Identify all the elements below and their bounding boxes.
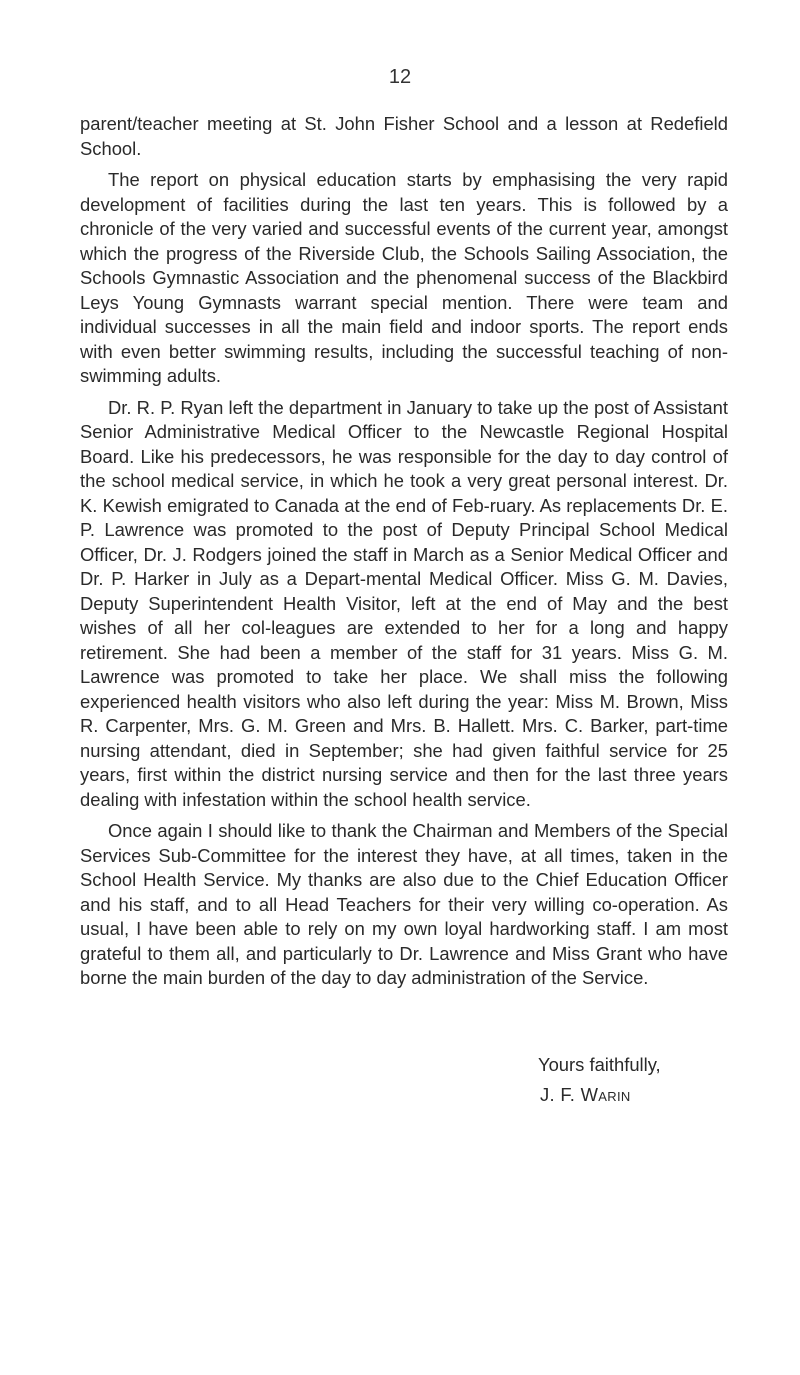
paragraph-staff-changes: Dr. R. P. Ryan left the department in January to take up the post of Assistant Senior Administrative Medical Officer to the Newcastle Regional Hospital Board. Like his predecessors, he was responsible for the day to day control of the school medical service, in which he took a very great personal interest. Dr. K. Kewish emigrated to Canada at the end of Feb-ruary. As replacements Dr. E. P. Lawrence was promoted to the post of Deputy Principal School Medical Officer, Dr. J. Rodgers joined the staff in March as a Senior Medical Officer and Dr. P. Harker in July as a Depart-mental Medical Officer. Miss G. M. Davies, Deputy Superintendent Health Visitor, left at the end of May and the best wishes of all her col-leagues are extended to her for a long and happy retirement. She had been a member of the staff for 31 years. Miss G. M. Lawrence was promoted to take her place. We shall miss the following experienced health visitors who also left during the year: Miss M. Brown, Miss R. Carpenter, Mrs. G. M. Green and Mrs. B. Hallett. Mrs. C. Barker, part-time nursing attendant, died in September; she had given faithful service for 25 years, first within the district nursing service and then for the last three years dealing with infestation within the school health service.: [80, 396, 728, 810]
page-number: 12: [388, 66, 412, 88]
body-text: [80, 112, 728, 998]
valediction: Yours faithfully,: [538, 1054, 661, 1075]
paragraph-acknowledgements: Once again I should like to thank the Chairman and Members of the Special Services Sub-Committee for the interest they have, at all times, taken in the School Health Service. My thanks are also due to the Chief Education Officer and his staff, and to all Head Teachers for their very willing co-operation. As usual, I have been able to rely on my own loyal hardworking staff. I am most grateful to them all, and particularly to Dr. Lawrence and Miss Grant who have borne the main burden of the day to day administration of the Service.: [80, 820, 728, 988]
signature: J. F. Warin: [540, 1084, 631, 1105]
paragraph-physical-education: The report on physical education starts by emphasising the very rapid development of facilities during the last ten years. This is followed by a chronicle of the very varied and successful events of the current year, amongst which the progress of the Riverside Club, the Schools Sailing Association, the Schools Gymnastic Association and the phenomenal success of the Blackbird Leys Young Gymnasts warrant special mention. There were team and individual successes in all the main field and indoor sports. The report ends with even better swimming results, including the successful teaching of non-swimming adults.: [80, 169, 728, 386]
letter-closing: [538, 1050, 661, 1110]
paragraph-continuation: parent/teacher meeting at St. John Fisher School and a lesson at Redefield School.: [80, 113, 728, 159]
